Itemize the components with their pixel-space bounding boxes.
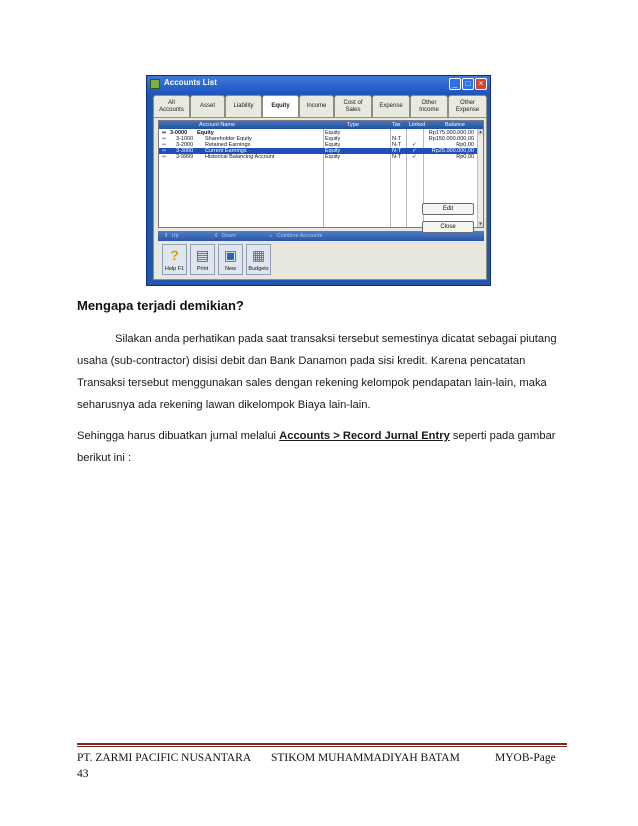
- paragraph-line: berikut ini :: [77, 452, 132, 464]
- minimize-icon[interactable]: _: [449, 78, 461, 90]
- account-type: Equity: [325, 154, 341, 160]
- linked-mark: ✓: [412, 148, 417, 154]
- combine-accounts-button[interactable]: ⇔ Combine Accounts: [268, 233, 323, 239]
- account-type: Equity: [325, 148, 341, 154]
- tax-code: N-T: [392, 148, 402, 154]
- arrow-down-icon: ⇩: [214, 233, 219, 239]
- accounts-list-window: [146, 75, 491, 286]
- tax-code: N-T: [392, 154, 402, 160]
- col-tax[interactable]: Tax: [392, 122, 401, 128]
- col-balance[interactable]: Balance: [445, 122, 465, 128]
- account-number: 3-1000: [176, 136, 194, 142]
- tab-other-expense[interactable]: Other Expense: [448, 95, 487, 117]
- col-type[interactable]: Type: [347, 122, 359, 128]
- tab-income[interactable]: Income: [299, 95, 334, 117]
- footer-page-label: MYOB-Page: [495, 752, 556, 764]
- linked-mark: ✓: [412, 154, 417, 160]
- balance: Rp0,00: [456, 154, 474, 160]
- arrow-up-icon: ⇧: [164, 233, 169, 239]
- new-icon: ▣: [223, 247, 238, 263]
- zoom-arrow-icon[interactable]: ⇨: [162, 130, 167, 136]
- paragraph-line: seharusnya ada rekening lawan dikelompok Biaya lain-lain.: [77, 399, 371, 411]
- print-button[interactable]: [190, 244, 215, 275]
- grid-scrollbar[interactable]: [477, 129, 483, 227]
- tab-expense[interactable]: Expense: [372, 95, 410, 117]
- col-linked[interactable]: Linked: [409, 122, 426, 128]
- title-bar: [147, 76, 490, 93]
- balance: Rp175.000.000,00: [428, 130, 474, 136]
- zoom-arrow-icon[interactable]: ⇨: [162, 142, 167, 148]
- paragraph-line: [77, 430, 556, 442]
- table-row[interactable]: [159, 154, 477, 160]
- text-span: seperti pada gambar: [449, 430, 556, 442]
- tab-all-accounts[interactable]: All Accounts: [153, 95, 190, 117]
- footer-page-number: 43: [77, 768, 89, 780]
- printer-icon: ▤: [195, 247, 210, 263]
- account-type: Equity: [325, 136, 341, 142]
- account-number: 3-0000: [170, 130, 188, 136]
- tab-equity[interactable]: Equity: [262, 95, 299, 117]
- tab-liability[interactable]: Liability: [225, 95, 262, 117]
- new-button[interactable]: [218, 244, 243, 275]
- menu-path-link[interactable]: Accounts > Record Jurnal Entry: [279, 430, 450, 442]
- budgets-label: Budgets: [248, 266, 269, 272]
- account-type: Equity: [325, 142, 341, 148]
- scroll-down-icon[interactable]: ▼: [478, 221, 483, 226]
- print-label: Print: [196, 266, 209, 272]
- account-name: Historical Balancing Account: [205, 154, 275, 160]
- balance: Rp0,00: [456, 142, 474, 148]
- account-number: 3-9999: [176, 154, 194, 160]
- help-button[interactable]: [162, 244, 187, 275]
- accounts-panel: [153, 117, 487, 280]
- budgets-icon: ▦: [251, 247, 266, 263]
- paragraph-line: Transaksi tersebut menggunakan sales dengan rekening kelompok pendapatan lain-lain, maka: [77, 377, 547, 389]
- balance: Rp25.000.000,00: [431, 148, 474, 154]
- close-button[interactable]: Close: [422, 221, 474, 233]
- linked-mark: ✓: [412, 142, 417, 148]
- budgets-button[interactable]: [246, 244, 271, 275]
- col-account-name[interactable]: Account Name: [199, 122, 236, 128]
- account-name: Equity: [197, 130, 214, 136]
- paragraph-line: Silakan anda perhatikan pada saat transaksi tersebut semestinya dicatat sebagai piutang: [115, 333, 557, 345]
- account-type-tabs: [153, 95, 487, 117]
- window-title: Accounts List: [164, 78, 217, 87]
- up-button[interactable]: ⇧ Up: [164, 233, 179, 239]
- paragraph-line: usaha (sub-contractor) disisi debit dan Bank Danamon pada sisi kredit. Karena pencatatan: [77, 355, 526, 367]
- footer-company: PT. ZARMI PACIFIC NUSANTARA: [77, 752, 252, 764]
- account-name: Current Earnings: [205, 148, 247, 154]
- account-type: Equity: [325, 130, 341, 136]
- help-label: Help F1: [164, 266, 185, 272]
- tab-other-income[interactable]: Other Income: [410, 95, 448, 117]
- zoom-arrow-icon[interactable]: ⇨: [162, 136, 167, 142]
- down-button[interactable]: ⇩ Down: [214, 233, 236, 239]
- tax-code: N-T: [392, 136, 402, 142]
- combine-icon: ⇔: [268, 233, 274, 239]
- footer-school: STIKOM MUHAMMADIYAH BATAM: [271, 752, 460, 764]
- zoom-arrow-icon[interactable]: ⇨: [162, 154, 167, 160]
- account-name: Shareholder Equity: [205, 136, 252, 142]
- account-number: 3-2000: [176, 142, 194, 148]
- section-heading: Mengapa terjadi demikian?: [77, 298, 244, 313]
- tab-asset[interactable]: Asset: [190, 95, 225, 117]
- close-icon[interactable]: ×: [475, 78, 487, 90]
- tab-cost-of-sales[interactable]: Cost of Sales: [334, 95, 372, 117]
- maximize-icon[interactable]: □: [462, 78, 474, 90]
- text-span: Sehingga harus dibuatkan jurnal melalui: [77, 430, 280, 442]
- footer-rule: [77, 746, 567, 747]
- help-icon: ?: [170, 247, 179, 263]
- tax-code: N-T: [392, 142, 402, 148]
- scroll-up-icon[interactable]: ▲: [478, 129, 483, 134]
- footer-rule: [77, 743, 567, 745]
- zoom-arrow-icon[interactable]: ⇨: [162, 148, 167, 154]
- balance: Rp150.000.000,00: [428, 136, 474, 142]
- account-name: Retained Earnings: [205, 142, 251, 148]
- new-label: New: [224, 266, 236, 272]
- grid-header: [159, 121, 483, 129]
- edit-button[interactable]: Edit: [422, 203, 474, 215]
- account-number: 3-3000: [176, 148, 194, 154]
- app-icon: [150, 79, 160, 89]
